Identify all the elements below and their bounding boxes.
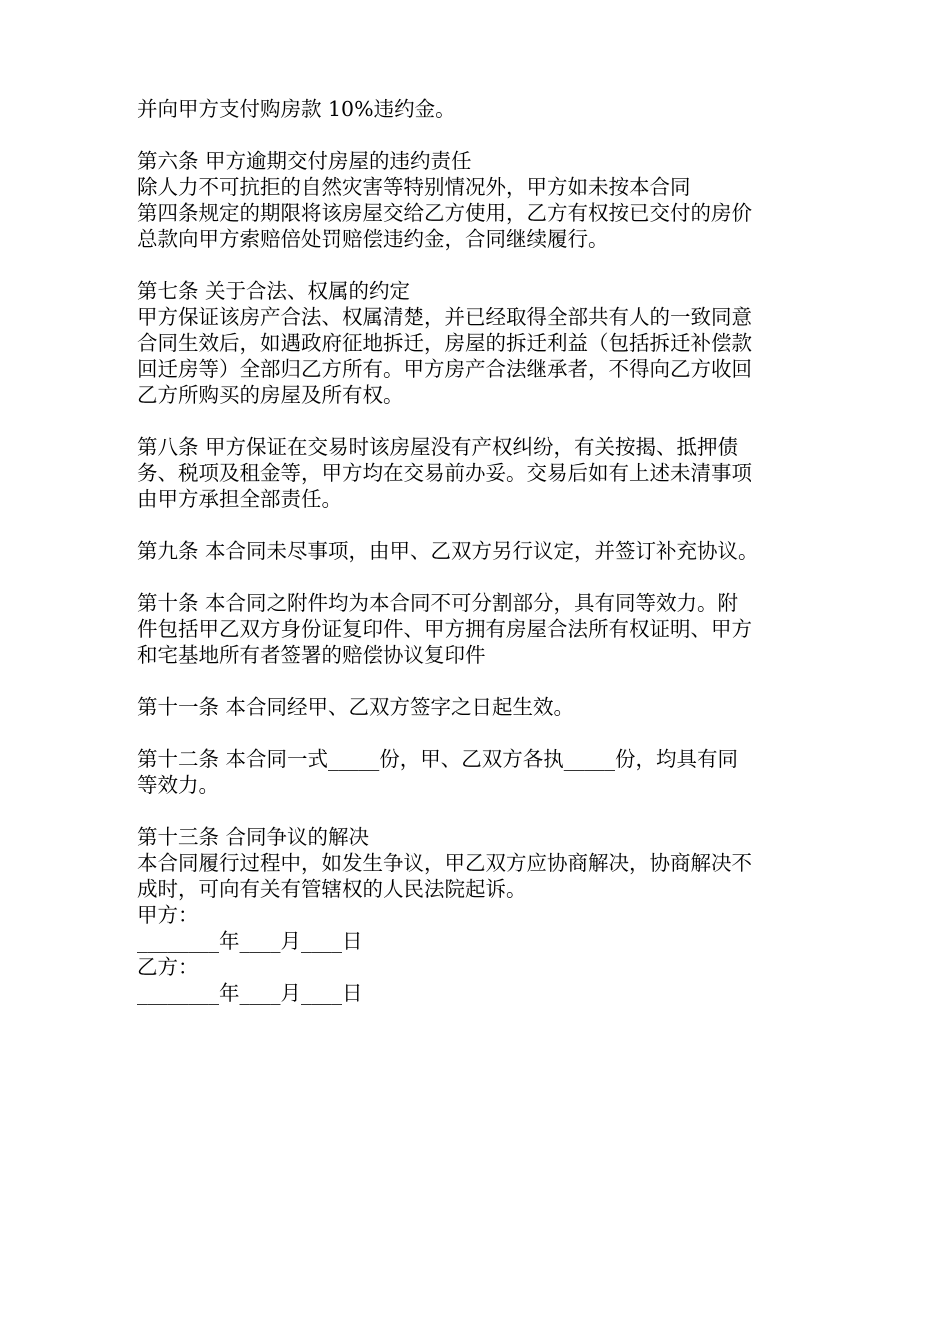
signature-block-line: 乙方： <box>137 955 199 979</box>
clause-10-line: 第十条 本合同之附件均为本合同不可分割部分，具有同等效力。附 <box>137 591 739 615</box>
clause-7-line: 合同生效后，如遇政府征地拆迁，房屋的拆迁利益（包括拆迁补偿款 <box>137 331 752 355</box>
clause-7-line: 回迁房等）全部归乙方所有。甲方房产合法继承者，不得向乙方收回 <box>137 357 752 381</box>
clause-7-line: 甲方保证该房产合法、权属清楚，并已经取得全部共有人的一致同意 <box>137 305 752 329</box>
clause-13-line: 本合同履行过程中，如发生争议，甲乙双方应协商解决，协商解决不 <box>137 851 752 875</box>
clause-7-line: 乙方所购买的房屋及所有权。 <box>137 383 404 407</box>
clause-6-line: 总款向甲方索赔倍处罚赔偿违约金，合同继续履行。 <box>137 227 609 251</box>
clause-7 <box>137 278 817 408</box>
clause-6-line: 除人力不可抗拒的自然灾害等特别情况外，甲方如未按本合同 <box>137 175 691 199</box>
clause-10-line: 件包括甲乙双方身份证复印件、甲方拥有房屋合法所有权证明、甲方 <box>137 617 752 641</box>
clause-13 <box>137 824 817 902</box>
clause-6-line: 第六条 甲方逾期交付房屋的违约责任 <box>137 149 472 173</box>
clause-8-line: 务、税项及租金等，甲方均在交易前办妥。交易后如有上述未清事项 <box>137 461 752 485</box>
clause-6 <box>137 148 817 252</box>
clause-13-line: 成时，可向有关有管辖权的人民法院起诉。 <box>137 877 527 901</box>
document-page <box>137 96 817 1006</box>
clause-7-line: 第七条 关于合法、权属的约定 <box>137 279 411 303</box>
clause-5-end-line: 并向甲方支付购房款 10%违约金。 <box>137 97 456 121</box>
signature-block <box>137 902 817 1006</box>
clause-8-line: 第八条 甲方保证在交易时该房屋没有产权纠纷，有关按揭、抵押债 <box>137 435 739 459</box>
clause-10-line: 和宅基地所有者签署的赔偿协议复印件 <box>137 643 486 667</box>
clause-11-line: 第十一条 本合同经甲、乙双方签字之日起生效。 <box>137 695 575 719</box>
clause-5-end <box>137 96 817 122</box>
clause-6-line: 第四条规定的期限将该房屋交给乙方使用，乙方有权按已交付的房价 <box>137 201 752 225</box>
clause-9 <box>137 538 817 564</box>
signature-block-line: ________年____月____日 <box>137 929 363 953</box>
signature-block-line: 甲方： <box>137 903 199 927</box>
clause-12-line: 第十二条 本合同一式_____份，甲、乙双方各执_____份，均具有同 <box>137 747 739 771</box>
clause-11 <box>137 694 817 720</box>
signature-block-line: ________年____月____日 <box>137 981 363 1005</box>
clause-8 <box>137 434 817 512</box>
clause-12-line: 等效力。 <box>137 773 219 797</box>
clause-9-line: 第九条 本合同未尽事项，由甲、乙双方另行议定，并签订补充协议。 <box>137 539 759 563</box>
clause-13-line: 第十三条 合同争议的解决 <box>137 825 370 849</box>
clause-12 <box>137 746 817 798</box>
clause-8-line: 由甲方承担全部责任。 <box>137 487 342 511</box>
clause-10 <box>137 590 817 668</box>
